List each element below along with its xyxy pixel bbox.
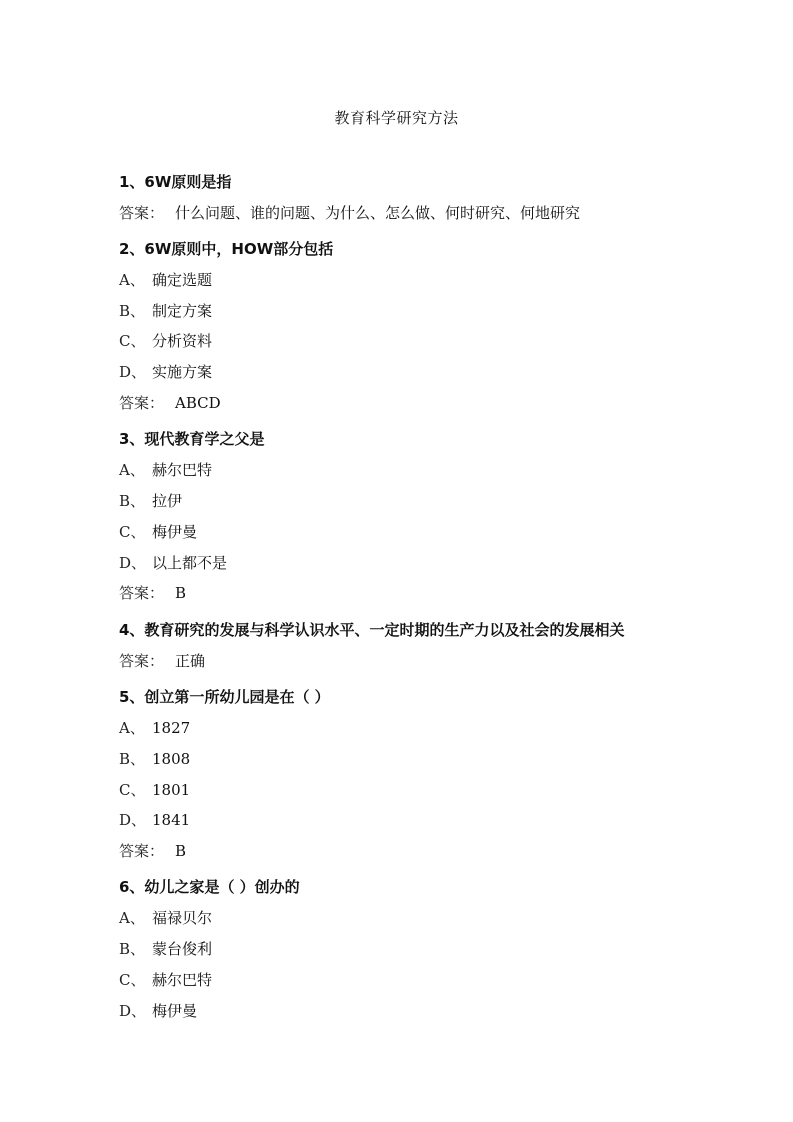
option-text: 梅伊曼	[152, 523, 198, 541]
option-text: 赫尔巴特	[152, 971, 213, 989]
option-text: 1808	[152, 750, 191, 768]
option-label: A、	[119, 271, 145, 289]
question-3-option-b	[119, 491, 182, 511]
question-6-option-b	[119, 939, 212, 959]
question-3-option-d	[119, 553, 227, 573]
question-3-option-a	[119, 460, 212, 480]
question-3-answer	[119, 583, 186, 603]
question-5-option-b	[119, 749, 190, 769]
option-label: D、	[119, 1002, 147, 1020]
option-text: 1827	[152, 719, 191, 737]
question-3-text: 3、现代教育学之父是	[119, 430, 265, 448]
option-text: 制定方案	[152, 302, 213, 320]
option-text: 1801	[152, 781, 191, 799]
option-label: C、	[119, 781, 146, 799]
option-label: D、	[119, 811, 147, 829]
question-1-answer	[119, 203, 580, 223]
answer-value: B	[175, 584, 187, 602]
answer-label: 答案：	[119, 842, 165, 860]
question-4-answer	[119, 651, 205, 671]
option-label: D、	[119, 363, 147, 381]
question-6-option-c	[119, 970, 212, 990]
option-label: A、	[119, 909, 145, 927]
document-title: 教育科学研究方法	[334, 109, 459, 127]
option-label: D、	[119, 554, 147, 572]
option-text: 赫尔巴特	[152, 461, 213, 479]
question-5-option-c	[119, 780, 190, 800]
question-2-option-b	[119, 301, 212, 321]
question-5-option-d	[119, 810, 190, 830]
option-label: B、	[119, 492, 146, 510]
question-2-answer	[119, 393, 221, 413]
answer-value: 正确	[175, 652, 206, 670]
answer-label: 答案：	[119, 394, 165, 412]
question-1-text: 1、6W原则是指	[119, 173, 232, 191]
question-2-text: 2、6W原则中，HOW部分包括	[119, 240, 334, 258]
question-2-option-a	[119, 270, 212, 290]
question-5-option-a	[119, 718, 190, 738]
question-2-option-c	[119, 331, 212, 351]
answer-label: 答案：	[119, 652, 165, 670]
option-label: B、	[119, 750, 146, 768]
answer-value: ABCD	[175, 394, 221, 412]
option-text: 梅伊曼	[152, 1002, 198, 1020]
option-text: 确定选题	[152, 271, 213, 289]
answer-value: B	[175, 842, 187, 860]
option-label: C、	[119, 332, 146, 350]
option-text: 1841	[152, 811, 191, 829]
option-text: 以上都不是	[152, 554, 228, 572]
option-text: 实施方案	[152, 363, 213, 381]
answer-value: 什么问题、谁的问题、为什么、怎么做、何时研究、何地研究	[175, 204, 581, 222]
option-label: A、	[119, 719, 145, 737]
question-5-text: 5、创立第一所幼儿园是在（ ）	[119, 688, 330, 706]
option-label: B、	[119, 940, 146, 958]
question-6-text: 6、幼儿之家是（ ）创办的	[119, 878, 300, 896]
question-6-option-a	[119, 908, 212, 928]
option-label: C、	[119, 523, 146, 541]
option-text: 福禄贝尔	[152, 909, 213, 927]
question-2-option-d	[119, 362, 212, 382]
question-4-text: 4、教育研究的发展与科学认识水平、一定时期的生产力以及社会的发展相关	[119, 621, 625, 639]
option-text: 分析资料	[152, 332, 213, 350]
option-label: C、	[119, 971, 146, 989]
question-6-option-d	[119, 1001, 197, 1021]
answer-label: 答案：	[119, 584, 165, 602]
question-5-answer	[119, 841, 186, 861]
question-3-option-c	[119, 522, 197, 542]
option-label: A、	[119, 461, 145, 479]
option-text: 蒙台俊利	[152, 940, 213, 958]
option-text: 拉伊	[152, 492, 183, 510]
answer-label: 答案：	[119, 204, 165, 222]
option-label: B、	[119, 302, 146, 320]
